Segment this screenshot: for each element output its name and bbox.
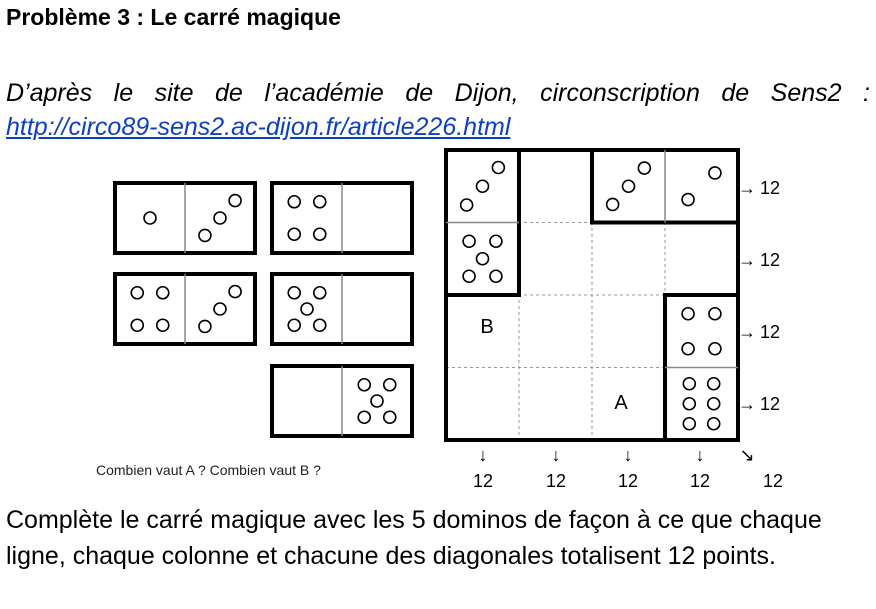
col-arrow-3: ↓ [623,445,633,465]
domino-pip [314,319,326,331]
domino [115,183,255,253]
domino-pip [229,286,241,298]
domino-pip [288,196,300,208]
cell-label-b: B [480,316,494,338]
domino-pip [709,308,721,320]
domino-pip [683,418,695,430]
domino [272,183,412,253]
domino-pip [709,167,721,179]
domino-pip [477,253,489,265]
row-sum-3: 12 [760,322,781,342]
domino-pip [131,287,143,299]
diag-sum: 12 [762,471,784,491]
domino-pip [131,319,143,331]
domino-pip [301,303,313,315]
diag-arrow: ↘ [739,445,755,465]
col-sum-3: 12 [617,471,639,491]
column-sums [473,445,783,491]
domino-pip [623,180,635,192]
loose-dominoes [115,183,412,436]
row-sum-4: 12 [760,394,781,414]
page-title: Problème 3 : Le carré magique [6,4,341,30]
domino-pip [314,228,326,240]
domino-pip [683,378,695,390]
domino-pip [709,343,721,355]
domino-pip [490,235,502,247]
domino-pip [682,343,694,355]
row-sum-2: 12 [760,250,781,270]
domino-pip [288,319,300,331]
domino-pip [384,411,396,423]
row-sums [738,178,780,414]
domino-pip [157,287,169,299]
domino-pip [463,270,475,282]
intro-text: D’après le site de l’académie de Dijon, circonscription de Sens2 : [6,79,870,107]
domino-pip [358,411,370,423]
domino-pip [708,418,720,430]
domino-pip [638,162,650,174]
domino-pip [214,212,226,224]
domino-pip [157,319,169,331]
domino-pip [477,180,489,192]
row-arrow-1: → [738,178,756,198]
cell-label-a: A [614,392,628,414]
domino-pip [314,287,326,299]
question-text: Combien vaut A ? Combien vaut B ? [96,462,321,478]
domino [592,150,738,223]
magic-square-grid [446,150,738,440]
domino-pip [682,194,694,206]
row-sum-1: 12 [760,178,781,198]
domino-pip [463,235,475,247]
col-sum-2: 12 [545,471,567,491]
domino [446,150,519,295]
row-arrow-4: → [738,394,756,414]
domino-pip [199,320,211,332]
row-arrow-3: → [738,322,756,342]
domino-pip [461,199,473,211]
domino-pip [288,287,300,299]
source-link[interactable]: http://circo89-sens2.ac-dijon.fr/article226.html [6,113,511,141]
instruction-text: Complète le carré magique avec les 5 dominos de façon à ce que chaque ligne, chaque colonne et chacune des diagonales totalisent 12 points. [6,506,822,570]
domino-pip [371,395,383,407]
domino-pip [708,378,720,390]
domino-pip [490,270,502,282]
domino-pip [358,379,370,391]
domino-pip [708,398,720,410]
domino-pip [314,196,326,208]
domino-pip [288,228,300,240]
domino-pip [199,229,211,241]
domino-pip [144,212,156,224]
domino-pip [682,308,694,320]
row-arrow-2: → [738,250,756,270]
domino-pip [214,303,226,315]
col-arrow-4: ↓ [695,445,705,465]
domino [665,295,738,440]
domino-pip [683,398,695,410]
domino-pip [607,198,619,210]
domino-pip [492,162,504,174]
col-sum-4: 12 [689,471,711,491]
domino [272,366,412,436]
col-arrow-2: ↓ [551,445,561,465]
domino-pip [229,195,241,207]
domino-pip [384,379,396,391]
col-arrow-1: ↓ [478,445,488,465]
col-sum-1: 12 [472,471,494,491]
domino [272,274,412,344]
domino [115,274,255,344]
